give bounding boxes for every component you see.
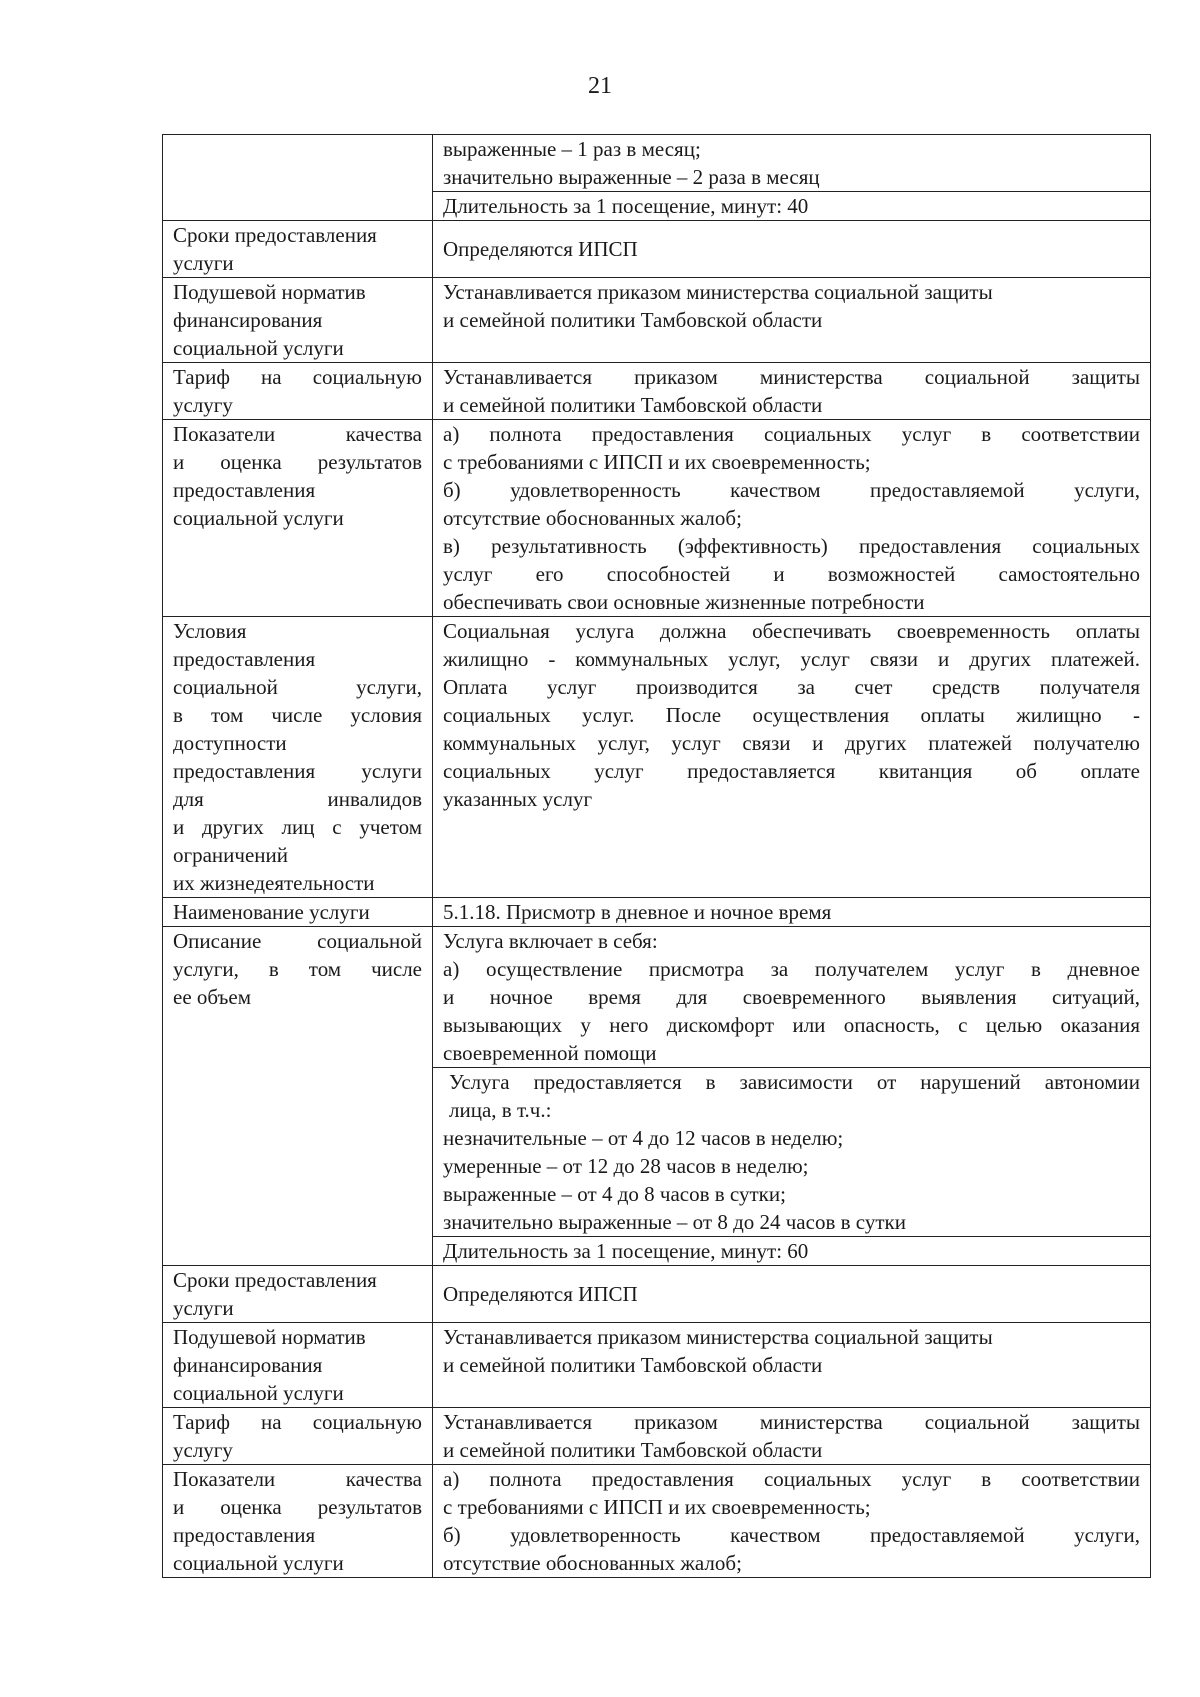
value-text: Определяются ИПСП xyxy=(443,1282,638,1306)
value-cell xyxy=(433,1323,1151,1408)
table-row xyxy=(163,617,1151,898)
label-line: услугу xyxy=(173,1438,233,1462)
label-line: и оценка результатов xyxy=(173,1495,422,1519)
label-cell xyxy=(163,1408,433,1465)
text-line: Оплата услуг производится за счет средств получателя xyxy=(443,675,1140,699)
text-line: б) удовлетворенность качеством предоставляемой услуги, xyxy=(443,1523,1140,1547)
value-cell xyxy=(433,192,1151,221)
text-line: жилищно - коммунальных услуг, услуг связи и других платежей. xyxy=(443,647,1140,671)
text-line: социальных услуг предоставляется квитанция об оплате xyxy=(443,759,1140,783)
label-line: их жизнедеятельности xyxy=(173,871,375,895)
text-line: социальных услуг. После осуществления оплаты жилищно - xyxy=(443,703,1140,727)
text-line: коммунальных услуг, услуг связи и других платежей получателю xyxy=(443,731,1140,755)
table-row xyxy=(163,420,1151,617)
text-line: б) удовлетворенность качеством предоставляемой услуги, xyxy=(443,478,1140,502)
label-line: в том числе условия xyxy=(173,703,422,727)
value-cell xyxy=(433,1237,1151,1266)
text-line: Устанавливается приказом министерства социальной защиты xyxy=(443,1410,1140,1434)
value-cell xyxy=(433,278,1151,363)
label-line: услуги xyxy=(173,1296,234,1320)
value-cell xyxy=(433,363,1151,420)
text-line: умеренные – от 12 до 28 часов в неделю; xyxy=(443,1154,809,1178)
label-line: услуги, в том числе xyxy=(173,957,422,981)
table-row xyxy=(163,1465,1151,1578)
value-cell xyxy=(433,135,1151,192)
table-row xyxy=(163,278,1151,363)
label-cell xyxy=(163,1465,433,1578)
value-cell xyxy=(433,221,1151,278)
label-cell xyxy=(163,1266,433,1323)
label-line: ограничений xyxy=(173,843,289,867)
value-cell xyxy=(433,617,1151,898)
text-line: а) полнота предоставления социальных услуг в соответствии xyxy=(443,1467,1140,1491)
table-row xyxy=(163,221,1151,278)
label-line: социальной услуги xyxy=(173,506,344,530)
text-line: Устанавливается приказом министерства социальной защиты xyxy=(443,1325,993,1349)
table-row xyxy=(163,927,1151,1068)
label-line: Тариф на социальную xyxy=(173,365,422,389)
text-line: с требованиями с ИПСП и их своевременность; xyxy=(443,1495,871,1519)
value-text: Определяются ИПСП xyxy=(443,237,638,261)
label-cell xyxy=(163,898,433,927)
text-line: выраженные – 1 раз в месяц; xyxy=(443,137,701,161)
label-line: Показатели качества xyxy=(173,422,422,446)
text-line: а) осуществление присмотра за получателем услуг в дневное xyxy=(443,957,1140,981)
duration-text: Длительность за 1 посещение, минут: 40 xyxy=(443,194,809,218)
label-cell xyxy=(163,617,433,898)
label-line: доступности xyxy=(173,731,287,755)
table-row xyxy=(163,1266,1151,1323)
text-line: а) полнота предоставления социальных услуг в соответствии xyxy=(443,422,1140,446)
table-row xyxy=(163,363,1151,420)
value-cell xyxy=(433,1068,1151,1237)
label-line: социальной услуги xyxy=(173,1551,344,1575)
text-line: обеспечивать свои основные жизненные потребности xyxy=(443,590,925,614)
value-cell xyxy=(433,1408,1151,1465)
label-line: Наименование услуги xyxy=(173,900,370,924)
label-cell xyxy=(163,363,433,420)
service-name: 5.1.18. Присмотр в дневное и ночное время xyxy=(443,900,832,924)
label-line: Тариф на социальную xyxy=(173,1410,422,1434)
table-row xyxy=(163,1323,1151,1408)
text-line: Услуга включает в себя: xyxy=(443,929,658,953)
label-line: Показатели качества xyxy=(173,1467,422,1491)
label-line: ее объем xyxy=(173,985,252,1009)
label-cell xyxy=(163,278,433,363)
label-line: финансирования xyxy=(173,1353,323,1377)
value-cell xyxy=(433,420,1151,617)
text-line: отсутствие обоснованных жалоб; xyxy=(443,1551,742,1575)
label-cell xyxy=(163,221,433,278)
table-row xyxy=(163,898,1151,927)
text-line: отсутствие обоснованных жалоб; xyxy=(443,506,742,530)
label-line: социальной услуги xyxy=(173,1381,344,1405)
text-line: в) результативность (эффективность) предоставления социальных xyxy=(443,534,1140,558)
text-line: услуг его способностей и возможностей самостоятельно xyxy=(443,562,1140,586)
text-line: Устанавливается приказом министерства социальной защиты xyxy=(443,280,993,304)
text-line: Услуга предоставляется в зависимости от нарушений автономии xyxy=(449,1070,1140,1094)
text-line: с требованиями с ИПСП и их своевременность; xyxy=(443,450,871,474)
page-number: 21 xyxy=(588,73,612,99)
label-line: финансирования xyxy=(173,308,323,332)
label-line: Сроки предоставления xyxy=(173,1268,377,1292)
label-line: Описание социальной xyxy=(173,929,422,953)
text-line: значительно выраженные – от 8 до 24 часов в сутки xyxy=(443,1210,906,1234)
value-cell xyxy=(433,1266,1151,1323)
value-cell xyxy=(433,898,1151,927)
label-line: Подушевой норматив xyxy=(173,280,366,304)
text-line: незначительные – от 4 до 12 часов в неделю; xyxy=(443,1126,844,1150)
label-cell-empty xyxy=(163,135,433,221)
duration-text: Длительность за 1 посещение, минут: 60 xyxy=(443,1239,809,1263)
label-line: Сроки предоставления xyxy=(173,223,377,247)
label-line: услуги xyxy=(173,251,234,275)
label-line: и других лиц с учетом xyxy=(173,815,422,839)
label-line: Условия xyxy=(173,619,247,643)
label-line: предоставления xyxy=(173,1523,316,1547)
text-line: лица, в т.ч.: xyxy=(449,1098,552,1122)
label-line: предоставления услуги xyxy=(173,759,422,783)
text-line: вызывающих у него дискомфорт или опасность, с целью оказания xyxy=(443,1013,1140,1037)
text-line: и семейной политики Тамбовской области xyxy=(443,1438,823,1462)
label-line: услугу xyxy=(173,393,233,417)
text-line: и семейной политики Тамбовской области xyxy=(443,393,823,417)
text-line: и семейной политики Тамбовской области xyxy=(443,1353,823,1377)
label-line: предоставления xyxy=(173,478,316,502)
text-line: выраженные – от 4 до 8 часов в сутки; xyxy=(443,1182,786,1206)
text-line: своевременной помощи xyxy=(443,1041,657,1065)
text-line: указанных услуг xyxy=(443,787,593,811)
label-line: и оценка результатов xyxy=(173,450,422,474)
label-cell xyxy=(163,1323,433,1408)
value-cell xyxy=(433,927,1151,1068)
table-row xyxy=(163,1408,1151,1465)
text-line: и семейной политики Тамбовской области xyxy=(443,308,823,332)
label-cell xyxy=(163,927,433,1266)
text-line: значительно выраженные – 2 раза в месяц xyxy=(443,165,820,189)
text-line: и ночное время для своевременного выявления ситуаций, xyxy=(443,985,1140,1009)
table-row xyxy=(163,135,1151,192)
label-line: Подушевой норматив xyxy=(173,1325,366,1349)
label-line: для инвалидов xyxy=(173,787,422,811)
label-line: социальной услуги, xyxy=(173,675,422,699)
label-cell xyxy=(163,420,433,617)
value-cell xyxy=(433,1465,1151,1578)
text-line: Социальная услуга должна обеспечивать своевременность оплаты xyxy=(443,619,1140,643)
label-line: социальной услуги xyxy=(173,336,344,360)
text-line: Устанавливается приказом министерства социальной защиты xyxy=(443,365,1140,389)
label-line: предоставления xyxy=(173,647,316,671)
service-table xyxy=(162,134,1151,1578)
